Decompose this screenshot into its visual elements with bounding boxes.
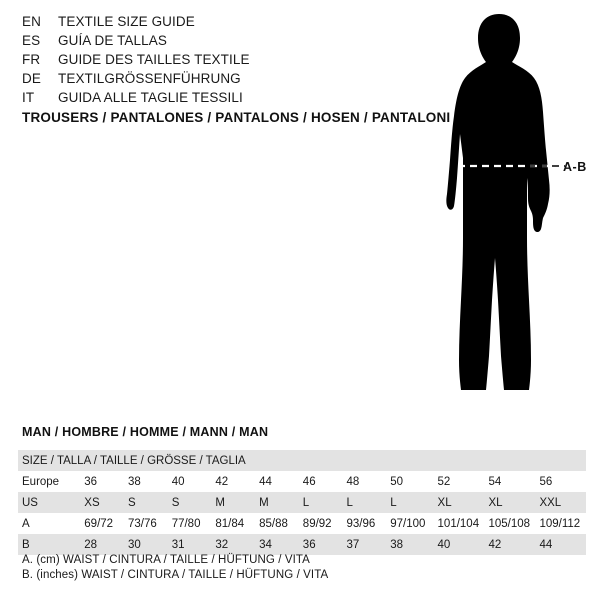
cell-us-10: XXL bbox=[535, 492, 586, 513]
cell-us-7: L bbox=[386, 492, 433, 513]
row-label-europe: Europe bbox=[22, 475, 60, 488]
cell-b-6: 37 bbox=[343, 534, 387, 555]
cell-europe-5: 46 bbox=[302, 475, 316, 488]
language-row-de bbox=[22, 71, 382, 90]
measure-label-ab: A-B bbox=[563, 160, 587, 174]
page-title: TROUSERS / PANTALONES / PANTALONS / HOSEN / PANTALONI bbox=[22, 110, 451, 125]
cell-us-0: XS bbox=[80, 492, 124, 513]
table-heading: MAN / HOMBRE / HOMME / MANN / MAN bbox=[22, 425, 269, 439]
cell-a-1: 73/76 bbox=[127, 517, 157, 530]
table-row bbox=[18, 534, 586, 555]
language-code-de: DE bbox=[22, 71, 41, 86]
cell-europe-9: 54 bbox=[488, 475, 502, 488]
cell-b-7: 38 bbox=[386, 534, 433, 555]
cell-europe-7: 50 bbox=[390, 475, 403, 488]
cell-b-10: 44 bbox=[535, 534, 586, 555]
cell-a-7: 97/100 bbox=[390, 517, 426, 530]
language-row-it bbox=[22, 90, 382, 109]
footnote-a: A. (cm) WAIST / CINTURA / TAILLE / HÜFTUNG / VITA bbox=[22, 554, 310, 566]
row-label-b: B bbox=[18, 534, 80, 555]
language-list bbox=[22, 14, 382, 109]
cell-a-10: 109/112 bbox=[539, 517, 581, 530]
size-table bbox=[18, 450, 586, 555]
cell-us-1: S bbox=[124, 492, 168, 513]
cell-a-5: 89/92 bbox=[302, 517, 332, 530]
cell-us-4: M bbox=[255, 492, 299, 513]
cell-europe-8: 52 bbox=[437, 475, 451, 488]
cell-europe-1: 38 bbox=[127, 475, 141, 488]
cell-b-4: 34 bbox=[255, 534, 299, 555]
table-row bbox=[18, 492, 586, 513]
cell-us-5: L bbox=[299, 492, 343, 513]
man-silhouette-icon bbox=[400, 8, 600, 408]
language-row-en bbox=[22, 14, 382, 33]
language-row-es bbox=[22, 33, 382, 52]
cell-b-5: 36 bbox=[299, 534, 343, 555]
language-code-es: ES bbox=[22, 33, 41, 48]
cell-europe-3: 42 bbox=[215, 475, 229, 488]
cell-b-8: 40 bbox=[434, 534, 485, 555]
language-text-fr: GUIDE DES TAILLES TEXTILE bbox=[58, 52, 250, 67]
language-code-it: IT bbox=[22, 90, 35, 105]
cell-europe-0: 36 bbox=[84, 475, 98, 488]
cell-europe-2: 40 bbox=[171, 475, 185, 488]
table-row bbox=[18, 471, 586, 492]
language-text-it: GUIDA ALLE TAGLIE TESSILI bbox=[58, 90, 243, 105]
language-code-en: EN bbox=[22, 14, 41, 29]
cell-us-9: XL bbox=[484, 492, 535, 513]
table-row bbox=[18, 450, 586, 471]
cell-europe-6: 48 bbox=[346, 475, 360, 488]
language-text-es: GUÍA DE TALLAS bbox=[58, 33, 167, 48]
language-row-fr bbox=[22, 52, 382, 71]
row-label-us: US bbox=[18, 492, 80, 513]
cell-b-3: 32 bbox=[211, 534, 255, 555]
cell-a-0: 69/72 bbox=[84, 517, 114, 530]
cell-us-8: XL bbox=[434, 492, 485, 513]
footnotes bbox=[22, 553, 328, 583]
cell-europe-10: 56 bbox=[539, 475, 553, 488]
cell-a-3: 81/84 bbox=[215, 517, 245, 530]
cell-b-9: 42 bbox=[484, 534, 535, 555]
language-text-en: TEXTILE SIZE GUIDE bbox=[58, 14, 195, 29]
cell-b-0: 28 bbox=[80, 534, 124, 555]
language-code-fr: FR bbox=[22, 52, 41, 67]
cell-b-1: 30 bbox=[124, 534, 168, 555]
row-label-size: SIZE / TALLA / TAILLE / GRÖSSE / TAGLIA bbox=[18, 450, 586, 471]
cell-us-2: S bbox=[168, 492, 212, 513]
cell-a-2: 77/80 bbox=[171, 517, 201, 530]
row-label-a: A bbox=[22, 517, 30, 530]
table-row bbox=[18, 513, 586, 534]
footnote-b: B. (inches) WAIST / CINTURA / TAILLE / HÜFTUNG / VITA bbox=[22, 569, 329, 581]
language-text-de: TEXTILGRÖSSENFÜHRUNG bbox=[58, 71, 241, 86]
cell-us-6: L bbox=[343, 492, 387, 513]
cell-us-3: M bbox=[211, 492, 255, 513]
cell-a-6: 93/96 bbox=[346, 517, 376, 530]
cell-a-4: 85/88 bbox=[259, 517, 288, 530]
cell-b-2: 31 bbox=[168, 534, 212, 555]
cell-a-8: 101/104 bbox=[437, 517, 480, 530]
figure-silhouette bbox=[400, 8, 600, 408]
cell-a-9: 105/108 bbox=[488, 517, 531, 530]
cell-europe-4: 44 bbox=[259, 475, 272, 488]
